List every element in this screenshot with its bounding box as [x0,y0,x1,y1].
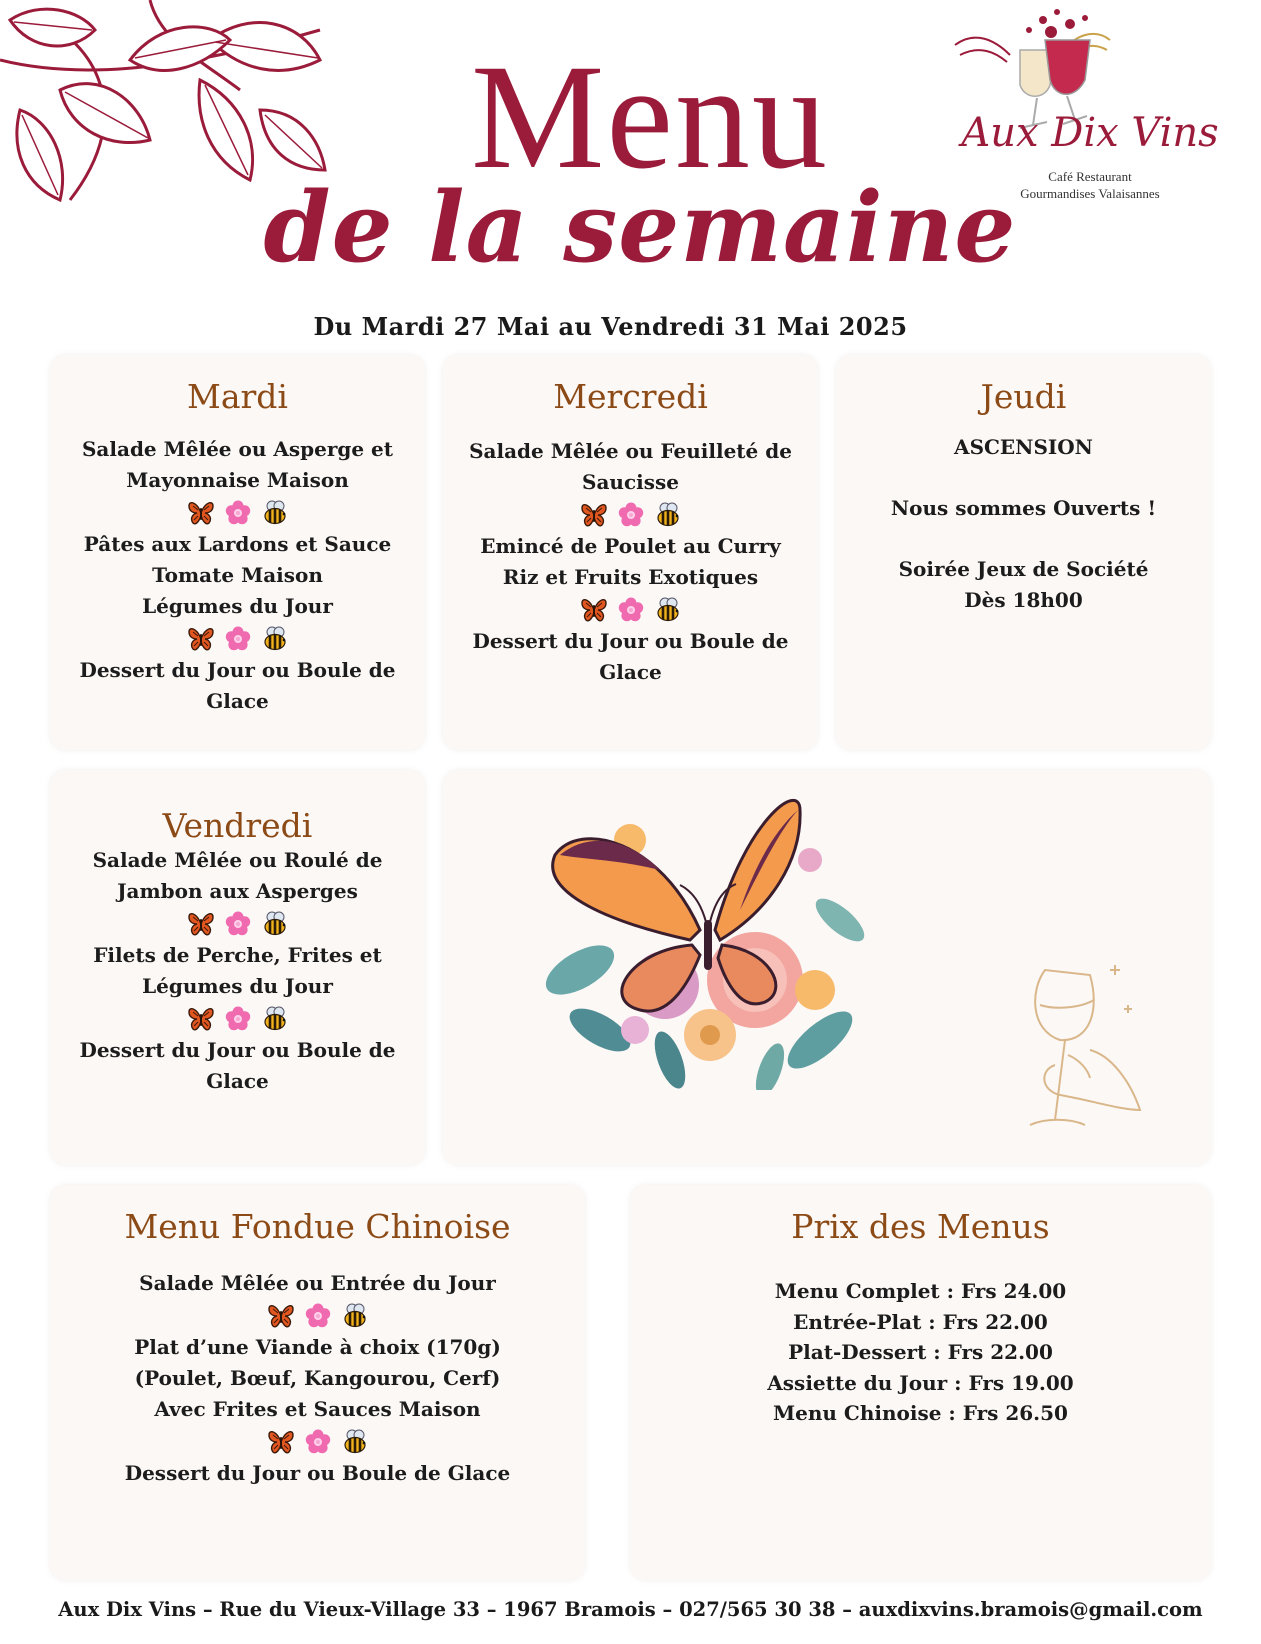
flower-icon [225,500,251,526]
menu-line: Légumes du Jour [142,974,333,998]
card-title: Menu Fondue Chinoise [124,1207,511,1246]
menu-line: Salade Mêlée ou Roulé de [92,848,383,872]
menu-line: Emincé de Poulet au Curry [480,534,781,558]
menu-line: Glace [206,689,269,713]
butterfly-icon [580,502,608,528]
emoji-divider [50,622,425,655]
butterfly-icon [187,500,215,526]
bee-icon [341,1303,369,1329]
menu-line: Pâtes aux Lardons et Sauce [83,532,392,556]
menu-line: Dessert du Jour ou Boule de [79,658,396,682]
butterfly-flowers-illustration [540,780,900,1090]
menu-line: Saucisse [582,470,679,494]
menu-line: Dessert du Jour ou Boule de [472,629,789,653]
price-line: Assiette du Jour : Frs 19.00 [767,1370,1074,1395]
emoji-divider [443,498,818,531]
emoji-divider [50,907,425,940]
flower-icon [305,1429,331,1455]
menu-line: Jambon aux Asperges [117,879,358,903]
card-title: Mardi [187,377,288,416]
flower-icon [618,502,644,528]
butterfly-icon [187,1006,215,1032]
butterfly-icon [267,1429,295,1455]
menu-line: Dessert du Jour ou Boule de Glace [124,1461,511,1485]
menu-line: Salade Mêlée ou Entrée du Jour [139,1271,496,1295]
bee-icon [654,597,682,623]
card-title: Jeudi [980,377,1067,416]
menu-line: Riz et Fruits Exotiques [502,565,759,589]
price-line: Menu Complet : Frs 24.00 [774,1279,1067,1303]
price-line: Plat-Dessert : Frs 22.00 [788,1340,1053,1364]
menu-line: Dessert du Jour ou Boule de [79,1038,396,1062]
flower-icon [225,626,251,652]
price-line: Menu Chinoise : Frs 26.50 [773,1401,1068,1425]
emoji-divider [443,593,818,626]
menu-line: Glace [206,1069,269,1093]
logo-subtitle-line: Gourmandises Valaisannes [1020,186,1160,201]
logo-subtitle [925,168,1255,202]
menu-line: Nous sommes Ouverts ! [890,496,1157,520]
footer-contact: Aux Dix Vins – Rue du Vieux-Village 33 – 1967 Bramois – 027/565 30 38 – auxdixvins.bramois@gmail.com [58,1598,1203,1621]
butterfly-icon [187,626,215,652]
logo-subtitle-line: Café Restaurant [1048,169,1132,184]
menu-line: Dès 18h00 [964,588,1083,612]
flower-icon [618,597,644,623]
butterfly-icon [580,597,608,623]
week-dates: Du Mardi 27 Mai au Vendredi 31 Mai 2025 [313,312,908,341]
menu-line: Plat d’une Viande à choix (170g) [134,1335,501,1359]
page-subtitle: de la semaine [263,171,1017,284]
flower-icon [225,911,251,937]
bee-icon [341,1429,369,1455]
butterfly-icon [187,911,215,937]
card-prix-des-menus [630,1185,1211,1580]
butterfly-icon [267,1303,295,1329]
menu-line: Salade Mêlée ou Feuilleté de [469,439,792,463]
emoji-divider [50,1002,425,1035]
flower-icon [225,1006,251,1032]
card-mercredi [443,355,818,750]
card-fondue-chinoise [50,1185,585,1580]
price-line: Entrée-Plat : Frs 22.00 [793,1309,1048,1334]
emoji-divider [50,1299,585,1332]
menu-line: Tomate Maison [152,563,323,587]
card-title: Mercredi [553,377,708,416]
menu-line: Glace [599,660,662,684]
menu-line: Mayonnaise Maison [126,468,349,492]
bee-icon [654,502,682,528]
menu-line: Salade Mêlée ou Asperge et [81,437,393,461]
menu-line: (Poulet, Bœuf, Kangourou, Cerf) [134,1366,501,1390]
card-title: Prix des Menus [791,1207,1050,1246]
logo-name: Aux Dix Vins [961,110,1219,156]
bee-icon [261,1006,289,1032]
wine-glass-hand-illustration [1010,960,1160,1150]
bee-icon [261,500,289,526]
emoji-divider [50,1425,585,1458]
menu-line: Filets de Perche, Frites et [93,943,382,967]
menu-line: Légumes du Jour [142,594,333,618]
emoji-divider [50,496,425,529]
card-jeudi [836,355,1211,750]
menu-line: Avec Frites et Sauces Maison [154,1397,481,1421]
card-mardi [50,355,425,750]
page-title: Menu [471,34,829,200]
card-vendredi [50,770,425,1165]
flower-icon [305,1303,331,1329]
bee-icon [261,911,289,937]
menu-line: ASCENSION [954,435,1093,459]
menu-line: Soirée Jeux de Société [898,557,1149,581]
card-title: Vendredi [162,806,313,845]
bee-icon [261,626,289,652]
